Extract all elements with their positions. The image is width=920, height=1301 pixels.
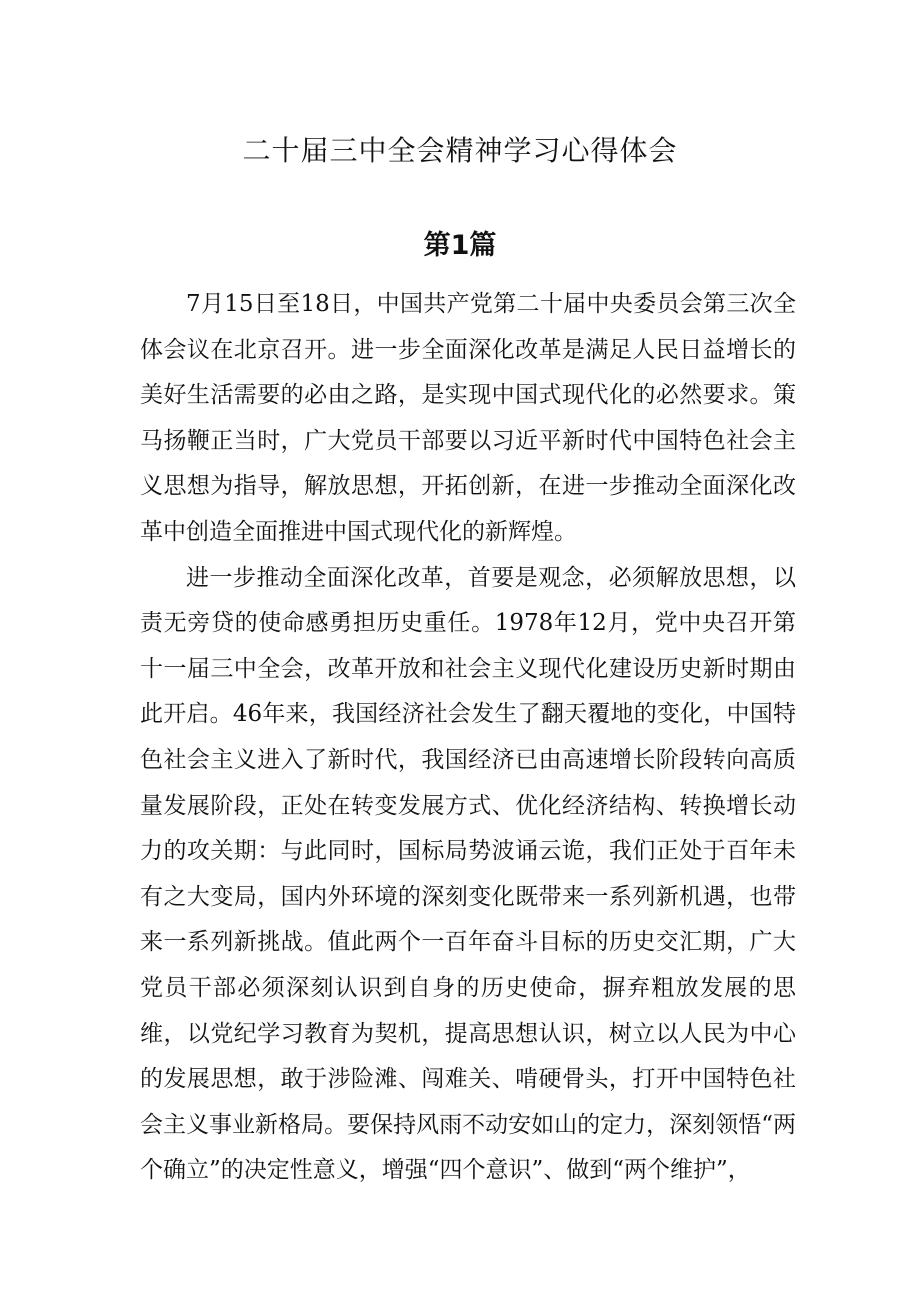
body-paragraph: 7月15日至18日，中国共产党第二十届中央委员会第三次全体会议在北京召开。进一步全面深化改革是满足人民日益增长的美好生活需要的必由之路，是实现中国式现代化的必然要求。策马扬鞭正当时，广大党员干部要以习近平新时代中国特色社会主义思想为指导，解放思想，开拓创新，在进一步推动全面深化改革中创造全面推进中国式现代化的新辉煌。 (140, 291, 796, 545)
document-body (140, 282, 796, 1194)
document-title: 二十届三中全会精神学习心得体会 (242, 134, 678, 167)
body-paragraph: 进一步推动全面深化改革，首要是观念，必须解放思想，以责无旁贷的使命感勇担历史重任。1978年12月，党中央召开第十一届三中全会，改革开放和社会主义现代化建设历史新时期由此开启。46年来，我国经济社会发生了翻天覆地的变化，中国特色社会主义进入了新时代，我国经济已由高速增长阶段转向高质量发展阶段，正处在转变发展方式、优化经济结构、转换增长动力的攻关期：与此同时，国标局势波诵云诡，我们正处于百年未有之大变局，国内外环境的深刻变化既带来一系列新机遇，也带来一系列新挑战。值此两个一百年奋斗目标的历史交汇期，广大党员干部必须深刻认识到自身的历史使命，摒弃粗放发展的思维，以党纪学习教育为契机，提高思想认识，树立以人民为中心的发展思想，敢于涉险滩、闯难关、啃硬骨头，打开中国特色社会主义事业新格局。要保持风雨不动安如山的定力，深刻领悟“两个确立”的决定性意义，增强“四个意识”、做到“两个维护”， (140, 564, 796, 1184)
section-title: 第1篇 (423, 230, 497, 261)
